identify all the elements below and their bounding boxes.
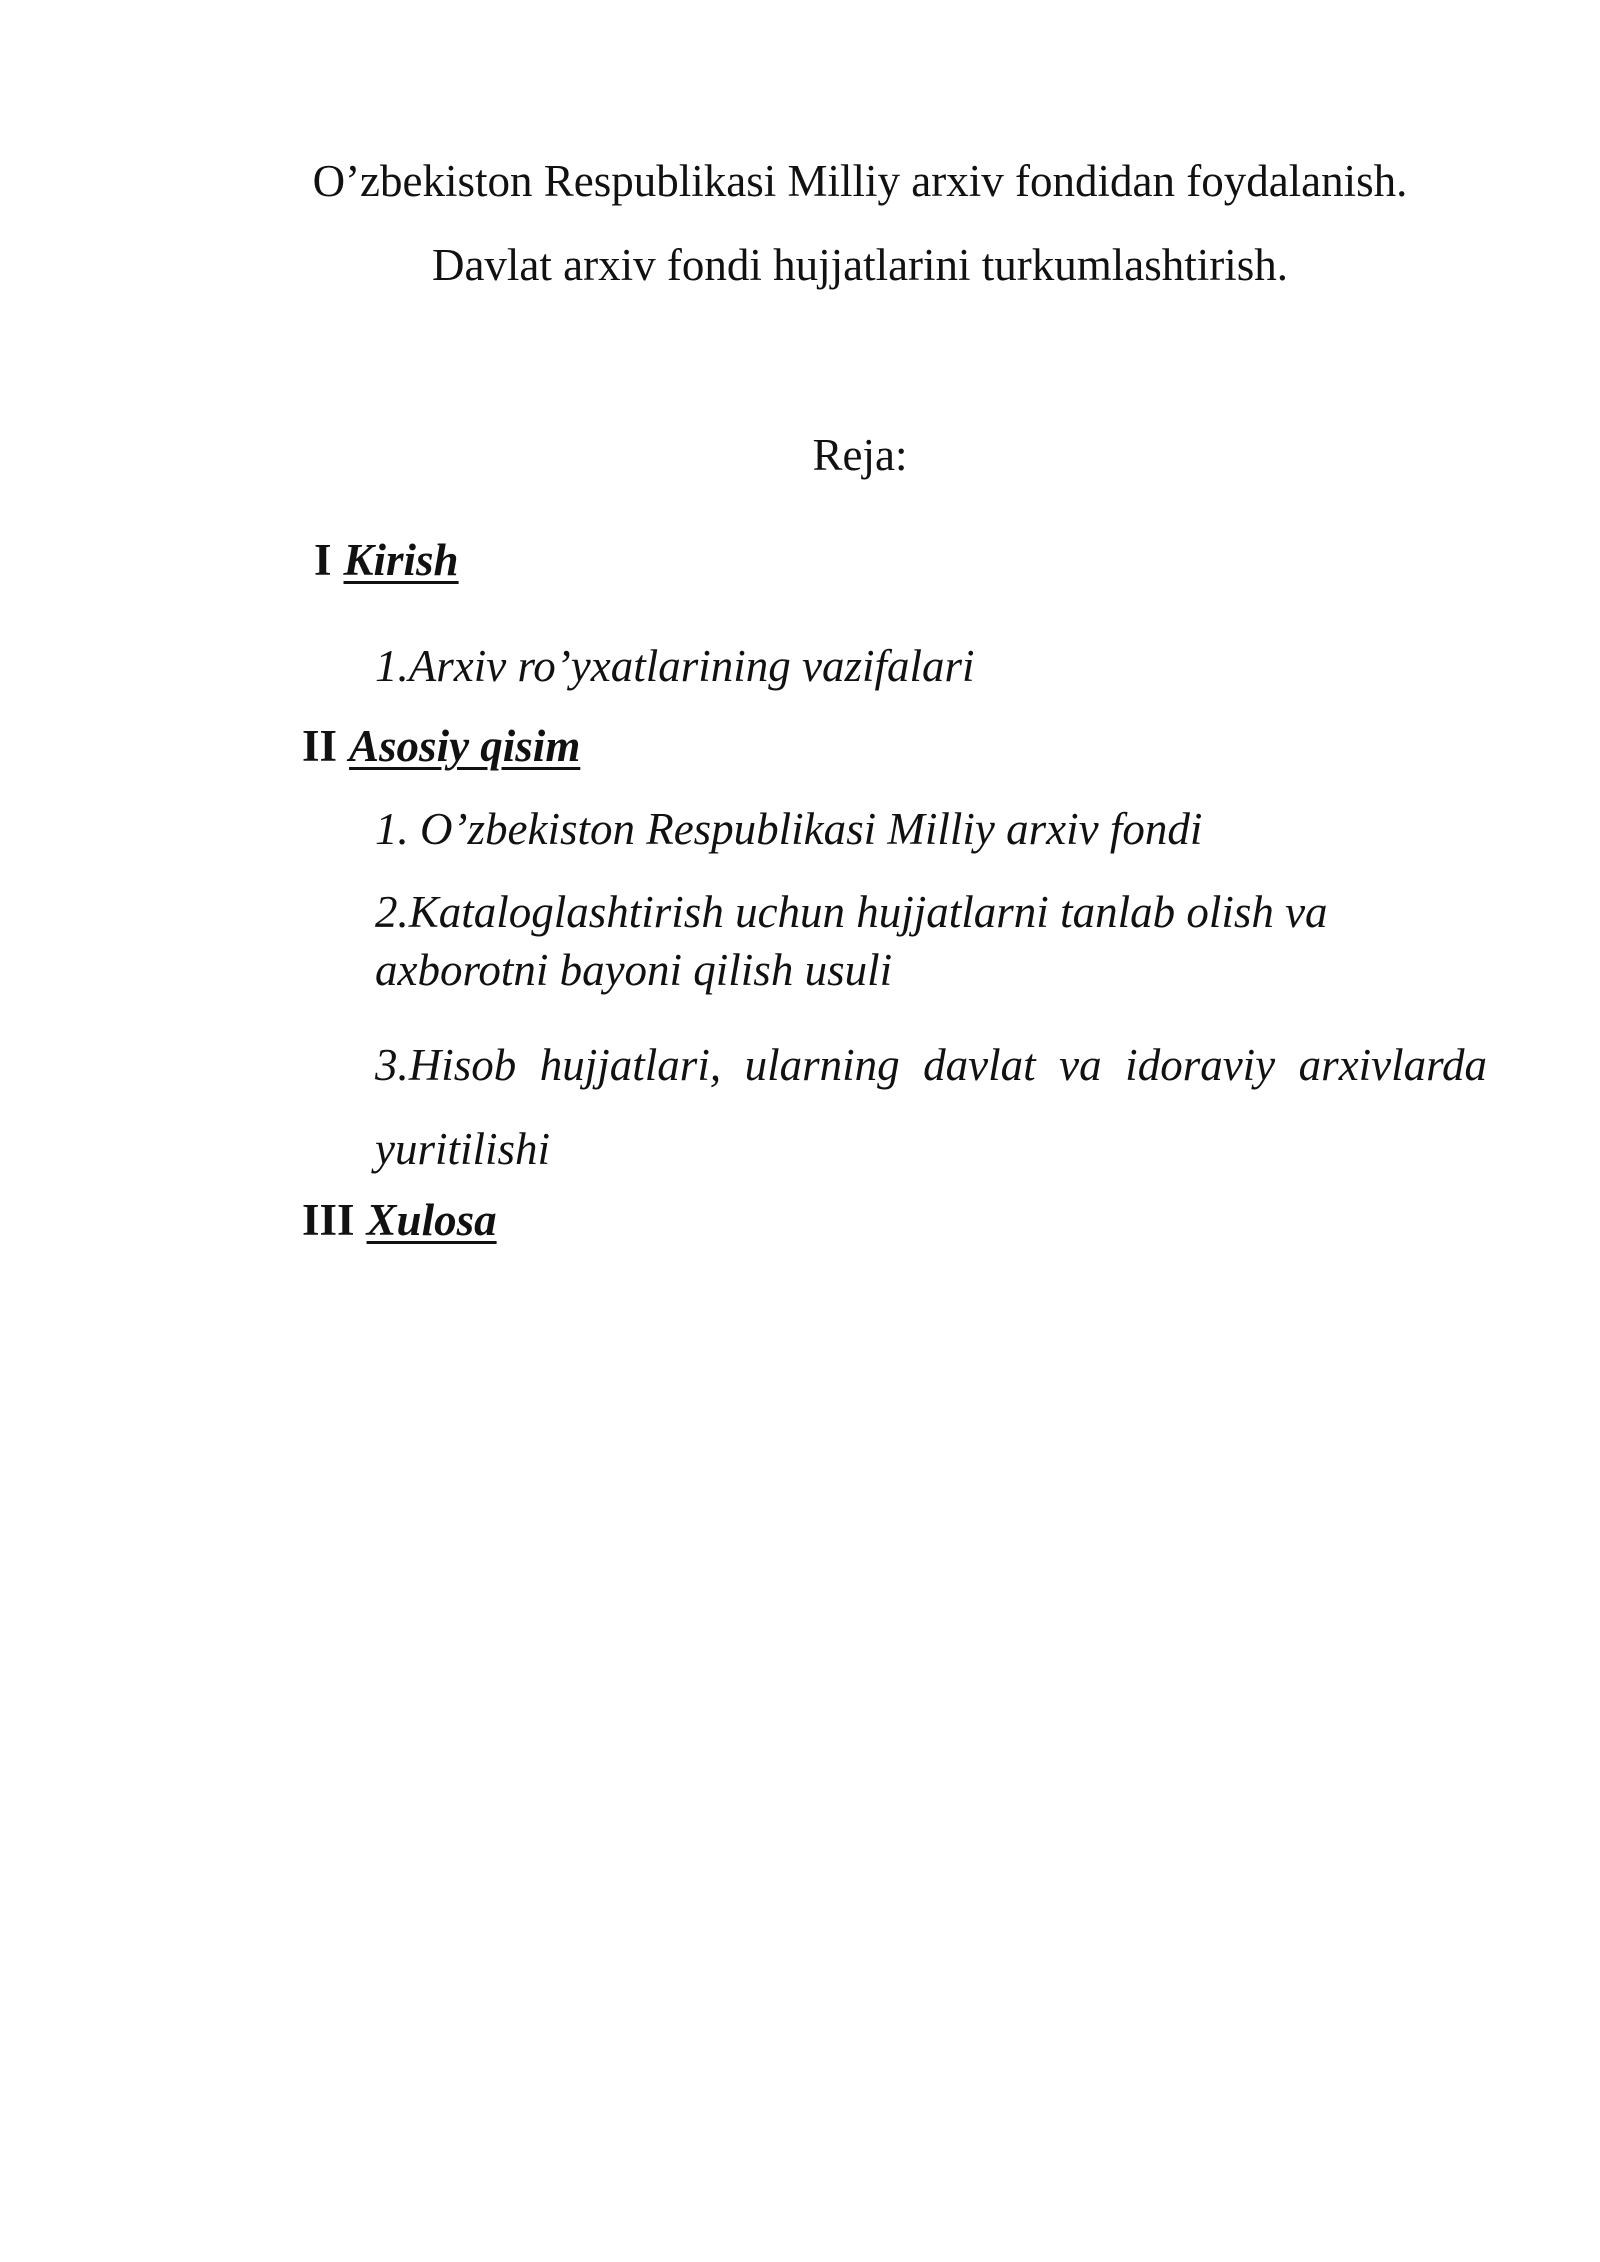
document-title-line-1: O’zbekiston Respublikasi Milliy arxiv fondidan foydalanish. (312, 156, 1408, 206)
section-main-part (302, 718, 580, 774)
document-title-line-2: Davlat arxiv fondi hujjatlarini turkumlashtirish. (431, 240, 1289, 290)
section-numeral: I (314, 535, 332, 585)
section-introduction (314, 532, 459, 588)
plan-heading: Reja: (812, 430, 908, 480)
section-numeral: II (302, 721, 338, 771)
section-conclusion (302, 1192, 497, 1248)
plan-item: 3.Hisob hujjatlari, ularning davlat va idoraviy arxivlarda yuritilishi (375, 1040, 1487, 1174)
plan-item: 1. O’zbekiston Respublikasi Milliy arxiv fondi (375, 804, 1203, 854)
section-numeral: III (302, 1195, 355, 1245)
plan-item: 2.Kataloglashtirish uchun hujjatlarni tanlab olish va axborotni bayoni qilish usuli (375, 887, 1328, 995)
plan-item: 1.Arxiv ro’yxatlarining vazifalari (375, 641, 975, 691)
section-title: Xulosa (366, 1195, 497, 1245)
section-title: Kirish (343, 535, 459, 585)
section-title: Asosiy qisim (349, 721, 581, 771)
